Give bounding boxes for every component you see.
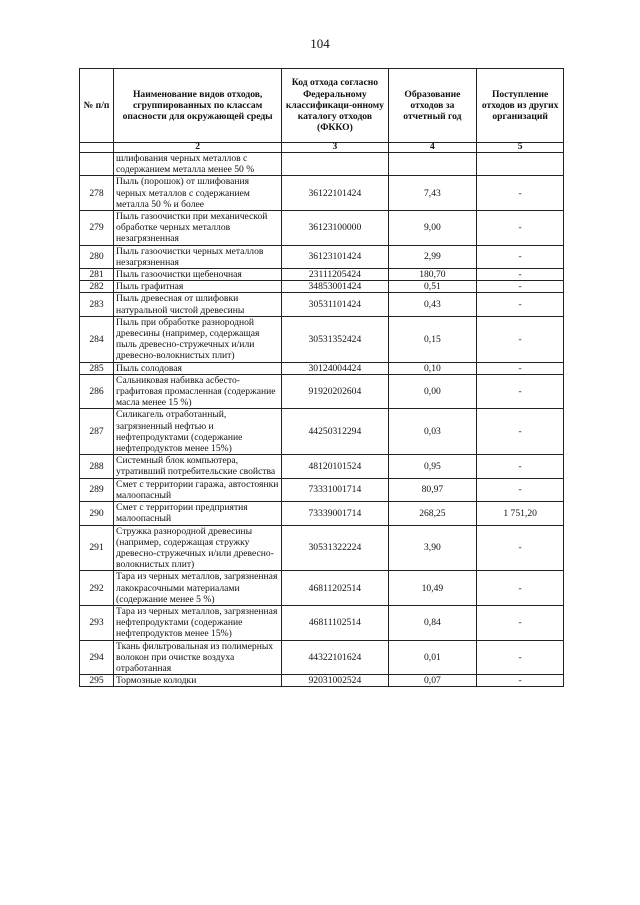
waste-name: Тормозные колодки (114, 675, 282, 687)
formed-amount: 7,43 (388, 176, 477, 211)
received-amount: - (477, 571, 564, 606)
header-name: Наименование видов отходов, сгруппированных по классам опасности для окружающей среды (114, 69, 282, 143)
waste-name: Пыль при обработке разнородной древесины (например, содержащая пыль древесно-стружечных и/или древесно-волокнистых плит) (114, 316, 282, 362)
waste-name: Смет с территории гаража, автостоянки малоопасный (114, 478, 282, 501)
header-num: № п/п (80, 69, 114, 143)
table-row (80, 269, 564, 281)
row-number: 284 (80, 316, 114, 362)
received-amount: - (477, 211, 564, 246)
waste-name: Силикагель отработанный, загрязненный нефтью и нефтепродуктами (содержание нефтепродуктов менее 15%) (114, 409, 282, 455)
table-row (80, 211, 564, 246)
received-amount: - (477, 409, 564, 455)
received-amount: - (477, 605, 564, 640)
received-amount: - (477, 525, 564, 571)
fkko-code: 48120101524 (282, 455, 388, 478)
fkko-code: 36123100000 (282, 211, 388, 246)
received-amount: - (477, 281, 564, 293)
received-amount: - (477, 293, 564, 316)
fkko-code: 92031002524 (282, 675, 388, 687)
row-number: 295 (80, 675, 114, 687)
table-row (80, 502, 564, 525)
formed-amount (388, 153, 477, 176)
column-number: 2 (114, 143, 282, 153)
header-received: Поступление отходов из других организаций (477, 69, 564, 143)
fkko-code: 44322101624 (282, 640, 388, 675)
formed-amount: 268,25 (388, 502, 477, 525)
received-amount (477, 153, 564, 176)
row-number: 280 (80, 245, 114, 268)
formed-amount: 0,15 (388, 316, 477, 362)
formed-amount: 10,49 (388, 571, 477, 606)
column-number: 5 (477, 143, 564, 153)
waste-name: Тара из черных металлов, загрязненная нефтепродуктами (содержание нефтепродуктов менее 15%) (114, 605, 282, 640)
fkko-code: 34853001424 (282, 281, 388, 293)
received-amount: - (477, 640, 564, 675)
waste-name: Ткань фильтровальная из полимерных волокон при очистке воздуха отработанная (114, 640, 282, 675)
waste-name: Пыль газоочистки щебеночная (114, 269, 282, 281)
row-number: 294 (80, 640, 114, 675)
column-number-row (80, 143, 564, 153)
formed-amount: 0,01 (388, 640, 477, 675)
waste-name: Сальниковая набивка асбесто-графитовая промасленная (содержание масла менее 15 %) (114, 374, 282, 409)
waste-name: Пыль (порошок) от шлифования черных металлов с содержанием металла 50 % и более (114, 176, 282, 211)
fkko-code (282, 153, 388, 176)
table-row (80, 605, 564, 640)
received-amount: - (477, 245, 564, 268)
fkko-code: 46811102514 (282, 605, 388, 640)
waste-name: Пыль солодовая (114, 362, 282, 374)
formed-amount: 0,43 (388, 293, 477, 316)
column-number (80, 143, 114, 153)
fkko-code: 73331001714 (282, 478, 388, 501)
waste-name: Пыль графитная (114, 281, 282, 293)
fkko-code: 30124004424 (282, 362, 388, 374)
row-number: 286 (80, 374, 114, 409)
waste-name: Пыль газоочистки черных металлов незагрязненная (114, 245, 282, 268)
row-number: 278 (80, 176, 114, 211)
received-amount: - (477, 374, 564, 409)
formed-amount: 0,95 (388, 455, 477, 478)
table-row (80, 374, 564, 409)
fkko-code: 30531322224 (282, 525, 388, 571)
received-amount: - (477, 176, 564, 211)
formed-amount: 0,00 (388, 374, 477, 409)
table-row (80, 640, 564, 675)
fkko-code: 30531101424 (282, 293, 388, 316)
table-row (80, 153, 564, 176)
header-code: Код отхода согласно Федеральному классификаци-онному каталогу отходов (ФККО) (282, 69, 388, 143)
formed-amount: 0,84 (388, 605, 477, 640)
table-row (80, 525, 564, 571)
row-number: 289 (80, 478, 114, 501)
waste-name: Стружка разнородной древесины (например, содержащая стружку древесно-стружечных и/или древесно-волокнистых плит) (114, 525, 282, 571)
received-amount: - (477, 316, 564, 362)
fkko-code: 44250312294 (282, 409, 388, 455)
formed-amount: 2,99 (388, 245, 477, 268)
column-number: 3 (282, 143, 388, 153)
header-formed: Образование отходов за отчетный год (388, 69, 477, 143)
fkko-code: 91920202604 (282, 374, 388, 409)
table-row (80, 478, 564, 501)
table-row (80, 176, 564, 211)
waste-name: Смет с территории предприятия малоопасный (114, 502, 282, 525)
table-row (80, 281, 564, 293)
formed-amount: 3,90 (388, 525, 477, 571)
table-row (80, 409, 564, 455)
table-row (80, 571, 564, 606)
waste-name: Системный блок компьютера, утративший потребительские свойства (114, 455, 282, 478)
formed-amount: 80,97 (388, 478, 477, 501)
formed-amount: 9,00 (388, 211, 477, 246)
formed-amount: 0,03 (388, 409, 477, 455)
row-number (80, 153, 114, 176)
table-body (80, 153, 564, 687)
table-row (80, 455, 564, 478)
formed-amount: 0,51 (388, 281, 477, 293)
row-number: 279 (80, 211, 114, 246)
table-row (80, 362, 564, 374)
fkko-code: 73339001714 (282, 502, 388, 525)
row-number: 282 (80, 281, 114, 293)
fkko-code: 23111205424 (282, 269, 388, 281)
formed-amount: 0,07 (388, 675, 477, 687)
formed-amount: 180,70 (388, 269, 477, 281)
table-row (80, 293, 564, 316)
table-header-row (80, 69, 564, 143)
row-number: 283 (80, 293, 114, 316)
row-number: 287 (80, 409, 114, 455)
table-row (80, 245, 564, 268)
waste-name: Тара из черных металлов, загрязненная лакокрасочными материалами (содержание менее 5 %) (114, 571, 282, 606)
fkko-code: 46811202514 (282, 571, 388, 606)
row-number: 292 (80, 571, 114, 606)
received-amount: - (477, 675, 564, 687)
received-amount: - (477, 455, 564, 478)
received-amount: 1 751,20 (477, 502, 564, 525)
fkko-code: 36123101424 (282, 245, 388, 268)
row-number: 293 (80, 605, 114, 640)
waste-name: Пыль газоочистки при механической обработке черных металлов незагрязненная (114, 211, 282, 246)
table-row (80, 316, 564, 362)
waste-name: Пыль древесная от шлифовки натуральной чистой древесины (114, 293, 282, 316)
waste-name: шлифования черных металлов с содержанием металла менее 50 % (114, 153, 282, 176)
waste-table (79, 68, 564, 687)
fkko-code: 30531352424 (282, 316, 388, 362)
received-amount: - (477, 478, 564, 501)
received-amount: - (477, 269, 564, 281)
row-number: 288 (80, 455, 114, 478)
fkko-code: 36122101424 (282, 176, 388, 211)
row-number: 290 (80, 502, 114, 525)
row-number: 285 (80, 362, 114, 374)
page-number: 104 (310, 36, 330, 51)
formed-amount: 0,10 (388, 362, 477, 374)
received-amount: - (477, 362, 564, 374)
row-number: 281 (80, 269, 114, 281)
row-number: 291 (80, 525, 114, 571)
table-row (80, 675, 564, 687)
column-number: 4 (388, 143, 477, 153)
